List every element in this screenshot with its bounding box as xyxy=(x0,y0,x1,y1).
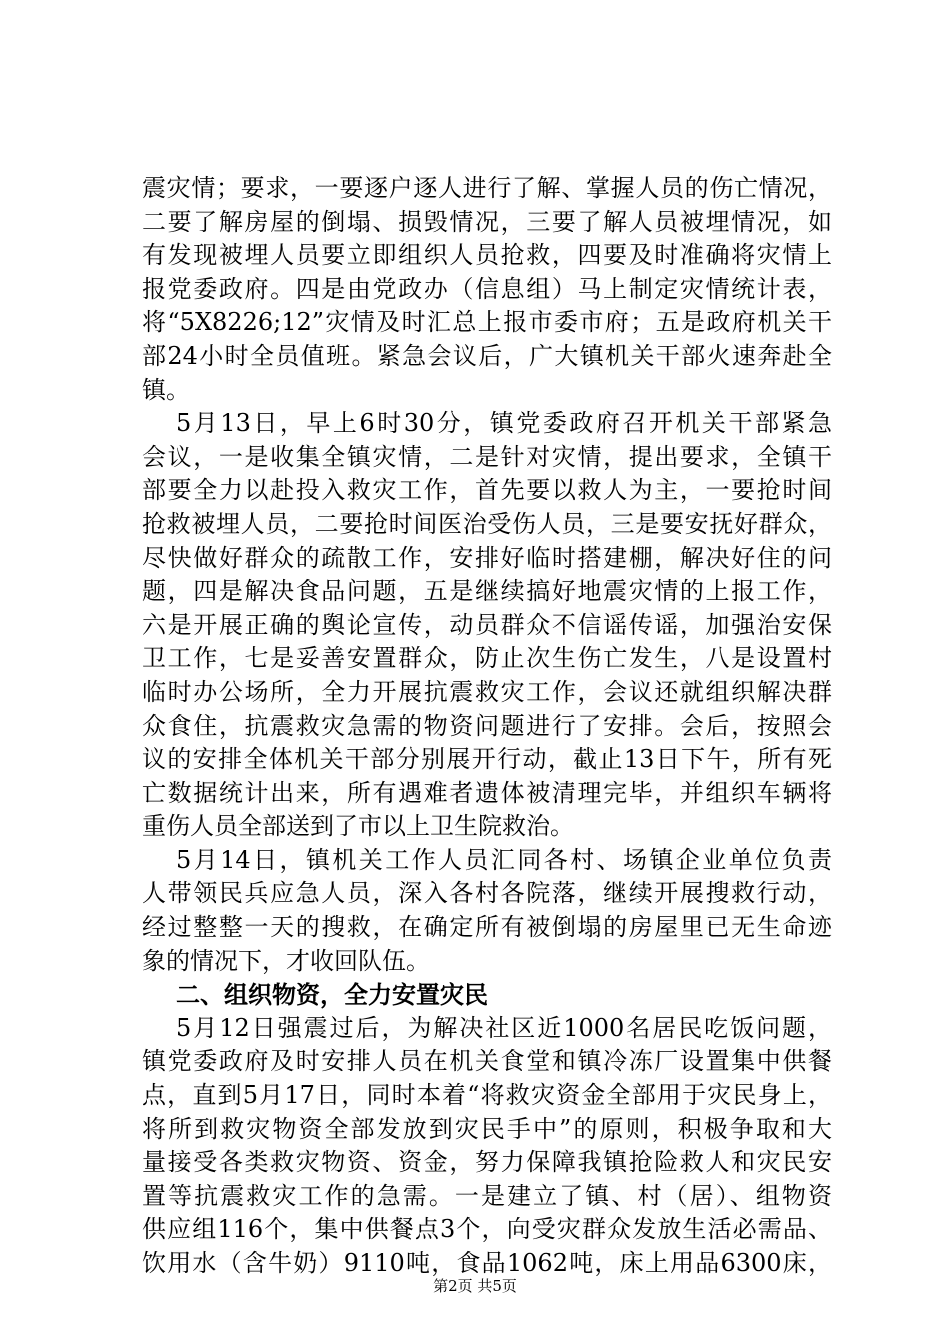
text-line: 供应组116个，集中供餐点3个，向受灾群众发放生活必需品、 xyxy=(142,1215,832,1244)
text-line: 象的情况下，才收回队伍。 xyxy=(142,946,430,975)
text-line: 部要全力以赴投入救灾工作，首先要以救人为主，一要抢时间 xyxy=(142,476,832,505)
text-line: 镇党委政府及时安排人员在机关食堂和镇冷冻厂设置集中供餐 xyxy=(142,1047,832,1076)
text-line: 震灾情；要求，一要逐户逐人进行了解、掌握人员的伤亡情况， xyxy=(142,174,832,202)
text-line: 亡数据统计出来，所有遇难者遗体被清理完毕，并组织车辆将 xyxy=(142,778,832,807)
text-line: 镇。 xyxy=(142,375,190,404)
text-line: 将“5X8226;12”灾情及时汇总上报市委市府；五是政府机关干 xyxy=(142,308,832,337)
text-line: 抢救被埋人员，二要抢时间医治受伤人员，三是要安抚好群众， xyxy=(142,509,832,538)
text-line: 5月12日强震过后，为解决社区近1000名居民吃饭问题， xyxy=(176,1013,832,1042)
text-line: 将所到救灾物资全部发放到灾民手中”的原则，积极争取和大 xyxy=(142,1114,832,1143)
text-line: 尽快做好群众的疏散工作，安排好临时搭建棚，解决好住的问 xyxy=(142,543,832,572)
text-line: 有发现被埋人员要立即组织人员抢救，四要及时准确将灾情上 xyxy=(142,241,832,270)
text-line: 会议，一是收集全镇灾情，二是针对灾情，提出要求，全镇干 xyxy=(142,442,832,471)
text-line: 量接受各类救灾物资、资金，努力保障我镇抢险救人和灾民安 xyxy=(142,1148,832,1177)
text-line: 议的安排全体机关干部分别展开行动，截止13日下午，所有死 xyxy=(142,745,832,774)
page-footer: 第2页 共5页 xyxy=(433,1277,517,1295)
text-line: 二要了解房屋的倒塌、损毁情况，三要了解人员被埋情况，如 xyxy=(142,207,832,236)
document-body xyxy=(142,172,832,1281)
text-line: 部24小时全员值班。紧急会议后，广大镇机关干部火速奔赴全 xyxy=(142,341,832,370)
text-line: 置等抗震救灾工作的急需。一是建立了镇、村（居）、组物资 xyxy=(142,1181,832,1210)
text-line: 报党委政府。四是由党政办（信息组）马上制定灾情统计表， xyxy=(142,274,832,303)
text-line: 点，直到5月17日，同时本着“将救灾资金全部用于灾民身上， xyxy=(142,1081,832,1110)
section-heading: 二、组织物资，全力安置灾民 xyxy=(176,980,488,1010)
text-line: 卫工作，七是妥善安置群众，防止次生伤亡发生，八是设置村 xyxy=(142,644,832,673)
text-line: 临时办公场所，全力开展抗震救灾工作，会议还就组织解决群 xyxy=(142,677,832,706)
text-line: 六是开展正确的舆论宣传，动员群众不信谣传谣，加强治安保 xyxy=(142,610,832,639)
text-line: 题，四是解决食品问题，五是继续搞好地震灾情的上报工作， xyxy=(142,577,832,606)
text-line: 众食住，抗震救灾急需的物资问题进行了安排。会后，按照会 xyxy=(142,711,832,740)
text-line: 人带领民兵应急人员，深入各村各院落，继续开展搜救行动， xyxy=(142,879,832,908)
text-line: 重伤人员全部送到了市以上卫生院救治。 xyxy=(142,812,574,841)
text-line: 5月13日，早上6时30分，镇党委政府召开机关干部紧急 xyxy=(176,409,832,438)
text-line: 经过整整一天的搜救，在确定所有被倒塌的房屋里已无生命迹 xyxy=(142,913,832,942)
text-line: 饮用水（含牛奶）9110吨，食品1062吨，床上用品6300床， xyxy=(142,1249,832,1277)
text-line: 5月14日，镇机关工作人员汇同各村、场镇企业单位负责 xyxy=(176,845,832,874)
